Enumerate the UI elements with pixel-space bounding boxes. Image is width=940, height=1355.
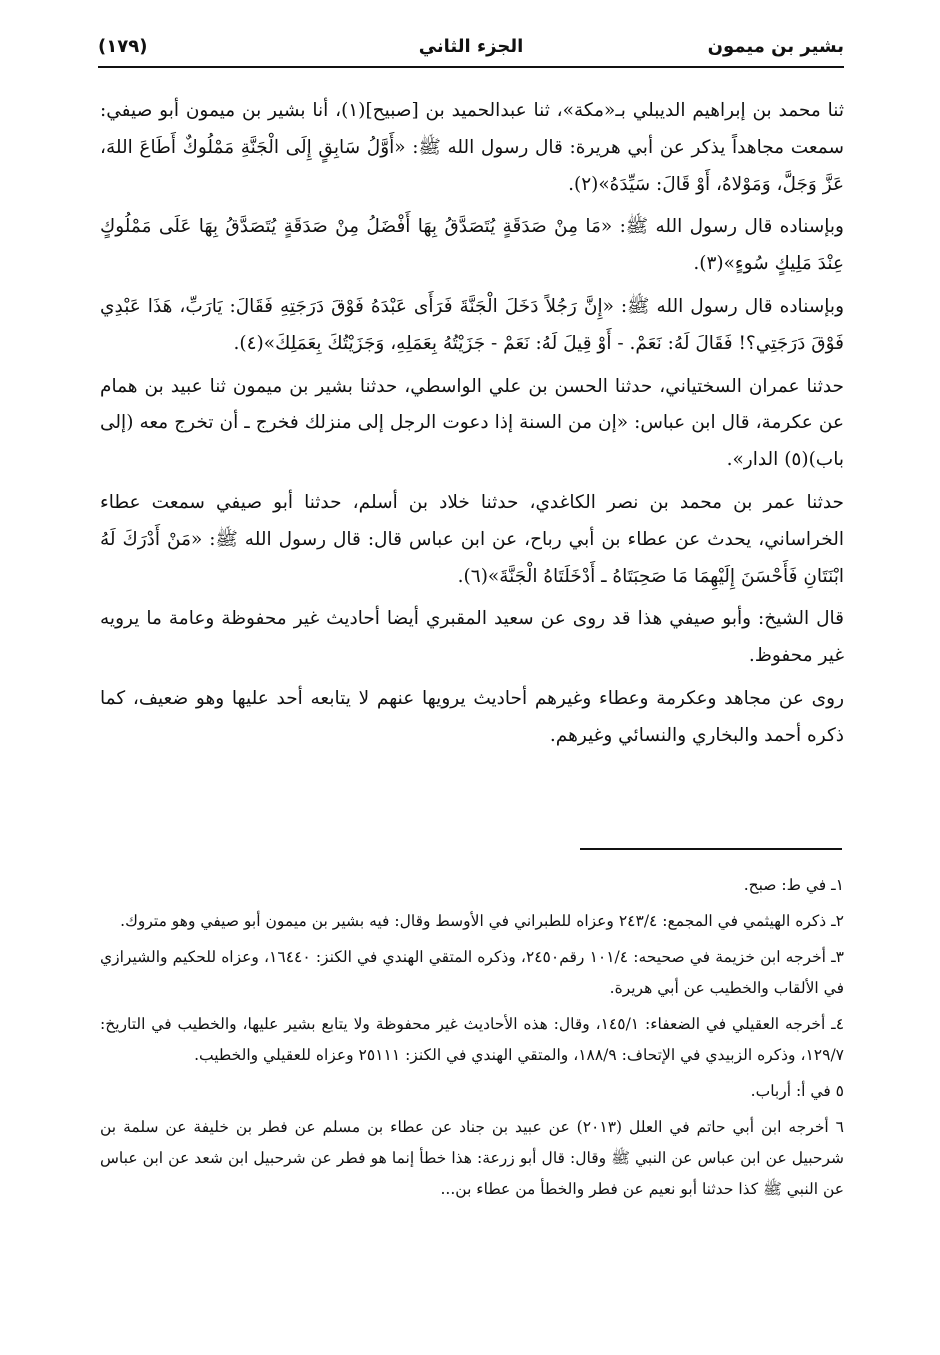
book-author: بشير بن ميمون <box>707 36 844 57</box>
footnote: ٢ـ ذكره الهيثمي في المجمع: ٢٤٣/٤ وعزاه للطبراني في الأوسط وقال: فيه بشير بن ميمون أبو صيفي وهو متروك. <box>120 912 844 930</box>
paragraph: وبإسناده قال رسول الله ﷺ: «مَا مِنْ صَدَقَةٍ يُتَصَدَّقُ بِهَا أَفْضَلُ مِنْ صَدَقَةٍ يُتَصَدَّقُ بِهَا عَلَى مَمْلُوكٍ عِنْدَ مَلِيكٍ سُوءٍ»(٣). <box>100 216 844 275</box>
page-number: (١٧٩) <box>98 36 148 57</box>
paragraph: ثنا محمد بن إبراهيم الديبلي بـ«مكة»، ثنا عبدالحميد بن [صبيح](١)، أنا بشير بن ميمون أبو صيفي: سمعت مجاهداً يذكر عن أبي هريرة: قال رسول الله ﷺ: «أَوَّلُ سَابِقٍ إِلَى الْجَنَّةِ مَمْلُوكٌ أَطَاعَ اللهَ، عَزَّ وَجَلَّ، وَمَوْلاهُ، أَوْ قَالَ: سَيِّدَهُ»(٢). <box>100 100 844 195</box>
footnote: ١ـ في ط: صبح. <box>743 876 844 894</box>
main-text <box>100 93 844 761</box>
footnotes <box>100 870 844 1210</box>
footnote: ٤ـ أخرجه العقيلي في الضعفاء: ١٤٥/١، وقال: هذه الأحاديث غير محفوظة ولا يتابع بشير عليها، والخطيب في التاريخ: ١٢٩/٧، وذكره الزبيدي في الإتحاف: ١٨٨/٩، والمتقي الهندي في الكنز: ٢٥١١١ وعزاه للعقيلي والخطيب. <box>100 1015 845 1064</box>
volume-title: الجزء الثاني <box>418 36 524 57</box>
footnote-divider <box>580 848 842 850</box>
paragraph: حدثنا عمر بن محمد بن نصر الكاغدي، حدثنا خلاد بن أسلم، حدثنا أبو صيفي سمعت عطاء الخراساني، يحدث عن عطاء بن أبي رباح، عن ابن عباس قال: قال رسول الله ﷺ: «مَنْ أَدْرَكَ لَهُ ابْنَتَانِ فَأَحْسَنَ إِلَيْهِمَا مَا صَحِبَتَاهُ ـ أَدْخَلَتَاهُ الْجَنَّةَ»(٦). <box>100 491 844 587</box>
paragraph: قال الشيخ: وأبو صيفي هذا قد روى عن سعيد المقبري أيضا أحاديث غير محفوظة وعامة ما يرويه غير محفوظ. <box>100 608 844 667</box>
paragraph: روى عن مجاهد وعكرمة وعطاء وغيرهم أحاديث يرويها عنهم لا يتابعه أحد عليها وهو ضعيف، كما ذكره أحمد والبخاري والنسائي وغيرهم. <box>100 687 844 746</box>
page-header <box>98 30 844 68</box>
footnote: ٦ أخرجه ابن أبي حاتم في العلل (٢٠١٣) عن عبيد بن جناد عن عطاء بن مسلم عن فطر بن خليفة عن سلمة بن شرحبيل عن ابن عباس عن النبي ﷺ وقال: قال أبو زرعة: هذا خطأ إنما هو فطر عن شرحبيل ابن شعد عن ابن عباس عن النبي ﷺ كذا حدثنا أبو نعيم عن فطر والخطأ من عطاء بن... <box>100 1118 844 1198</box>
paragraph: حدثنا عمران السختياني، حدثنا الحسن بن علي الواسطي، حدثنا بشير بن ميمون ثنا عبيد بن همام عن عكرمة، قال ابن عباس: «إن من السنة إذا دعوت الرجل إلى منزلك فخرج ـ أن تخرج معه (إلى باب)(٥) الدار». <box>100 375 844 471</box>
footnote: ٥ في أ: أرباب. <box>750 1082 844 1100</box>
paragraph: وبإسناده قال رسول الله ﷺ: «إِنَّ رَجُلاً دَخَلَ الْجَنَّةَ فَرَأَى عَبْدَهُ فَوْقَ دَرَجَتِهِ فَقَالَ: يَارَبِّ، هَذَا عَبْدِي فَوْقَ دَرَجَتِي؟! فَقَالَ لَهُ: نَعَمْ. - أَوْ قِيلَ لَهُ: نَعَمْ - جَزَيْتُهُ بِعَمَلِهِ، وَجَزَيْتُكَ بِعَمَلِكَ»(٤). <box>100 295 844 354</box>
footnote: ٣ـ أخرجه ابن خزيمة في صحيحه: ١٠١/٤ رقم٢٤٥٠، وذكره المتقي الهندي في الكنز: ١٦٤٤٠، وعزاه للحكيم والشيرازي في الألقاب والخطيب عن أبي هريرة. <box>100 948 844 997</box>
